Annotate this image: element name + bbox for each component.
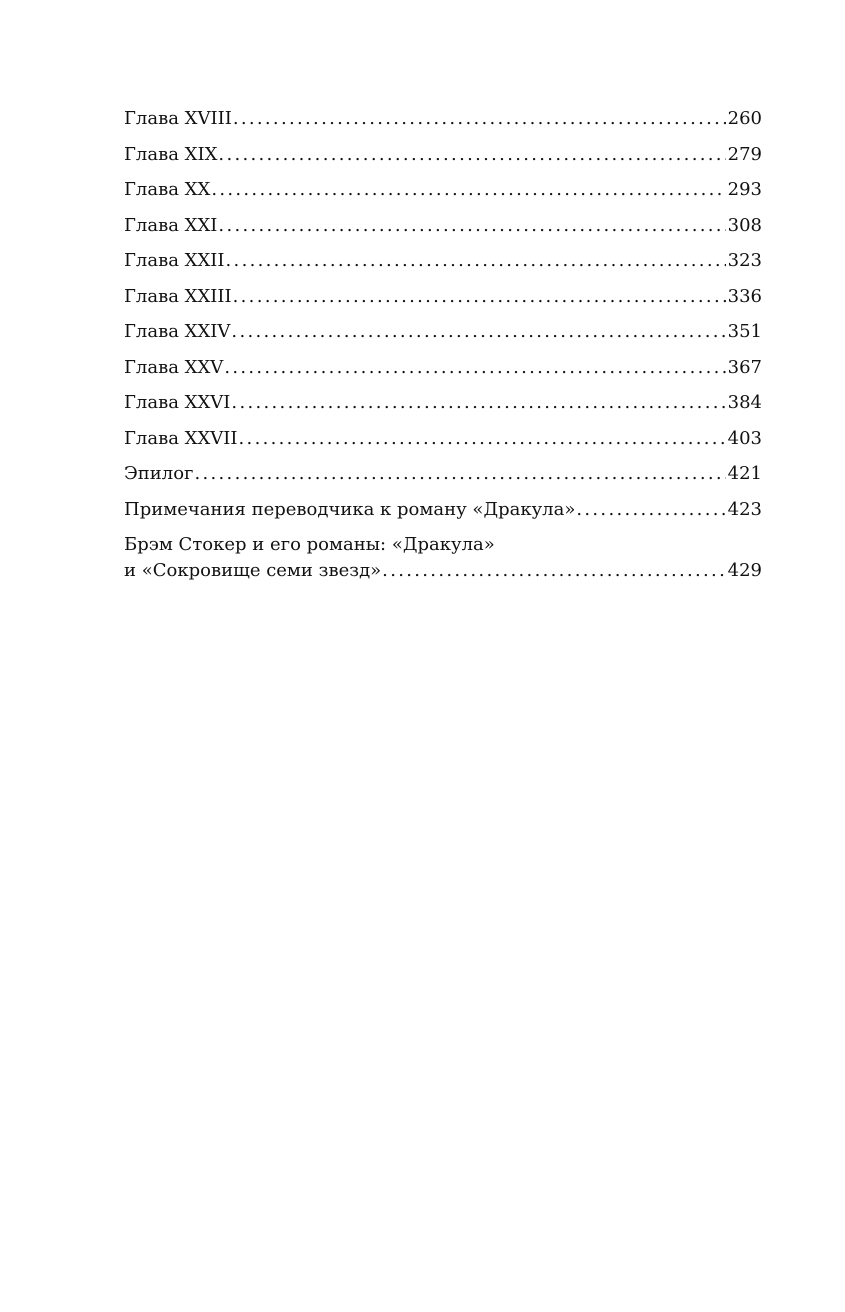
toc-entry-page: 279 (727, 143, 762, 165)
toc-dot-leader (233, 284, 726, 310)
toc-entry-page: 384 (727, 392, 762, 413)
toc-dot-leader (226, 248, 726, 274)
toc-entry-title-line1: Брэм Стокер и его романы: «Дракула» (124, 534, 495, 555)
toc-entry-page: 403 (727, 427, 762, 449)
toc-dot-leader (194, 461, 725, 487)
toc-entry-title: Эпилог (124, 463, 194, 484)
toc-dot-leader (233, 106, 726, 132)
toc-dot-leader (218, 213, 725, 239)
toc-entry-title: Глава XIX (124, 143, 218, 165)
toc-entry-afterword[interactable] (124, 532, 762, 584)
toc-entry-page: 336 (727, 285, 762, 307)
toc-dot-leader (224, 355, 725, 381)
toc-dot-leader (218, 142, 725, 168)
toc-dot-leader (211, 177, 725, 203)
toc-entry-title: Глава XX (124, 179, 211, 200)
table-of-contents (124, 106, 762, 584)
toc-entry-page: 367 (727, 356, 762, 378)
toc-entry[interactable] (124, 497, 762, 533)
toc-entry-page: 293 (727, 179, 762, 200)
toc-entry-page: 351 (727, 321, 762, 342)
toc-entry[interactable] (124, 319, 762, 355)
toc-dot-leader (382, 558, 725, 584)
toc-dot-leader (239, 426, 726, 452)
toc-dot-leader (231, 390, 725, 416)
toc-dot-leader (231, 319, 725, 345)
toc-entry-title: Глава XXVII (124, 427, 238, 449)
toc-entry[interactable] (124, 426, 762, 462)
toc-entry-page: 423 (727, 498, 762, 520)
toc-entry-title: Глава XXIV (124, 321, 231, 342)
toc-entry-page: 308 (727, 214, 762, 236)
toc-entry[interactable] (124, 461, 762, 497)
toc-entry-title: Глава XXII (124, 250, 225, 271)
toc-entry-page: 323 (727, 250, 762, 271)
toc-entry[interactable] (124, 390, 762, 426)
toc-entry-title: Глава XXIII (124, 285, 232, 307)
toc-entry[interactable] (124, 142, 762, 178)
toc-entry[interactable] (124, 177, 762, 213)
toc-entry[interactable] (124, 284, 762, 320)
toc-entry-page: 260 (727, 108, 762, 129)
toc-entry-title: Глава XVIII (124, 108, 232, 129)
toc-entry-title: Глава XXVI (124, 392, 231, 413)
toc-entry-page: 421 (727, 463, 762, 484)
toc-dot-leader (576, 497, 725, 523)
toc-entry[interactable] (124, 248, 762, 284)
toc-entry-title: Глава XXI (124, 214, 218, 236)
toc-entry-title: Примечания переводчика к роману «Дракула» (124, 498, 576, 520)
toc-entry-title-line2: и «Сокровище семи звезд» (124, 560, 382, 581)
toc-entry-page: 429 (727, 560, 762, 581)
toc-entry-title: Глава XXV (124, 356, 224, 378)
toc-entry[interactable] (124, 106, 762, 142)
toc-entry[interactable] (124, 213, 762, 249)
toc-entry[interactable] (124, 355, 762, 391)
